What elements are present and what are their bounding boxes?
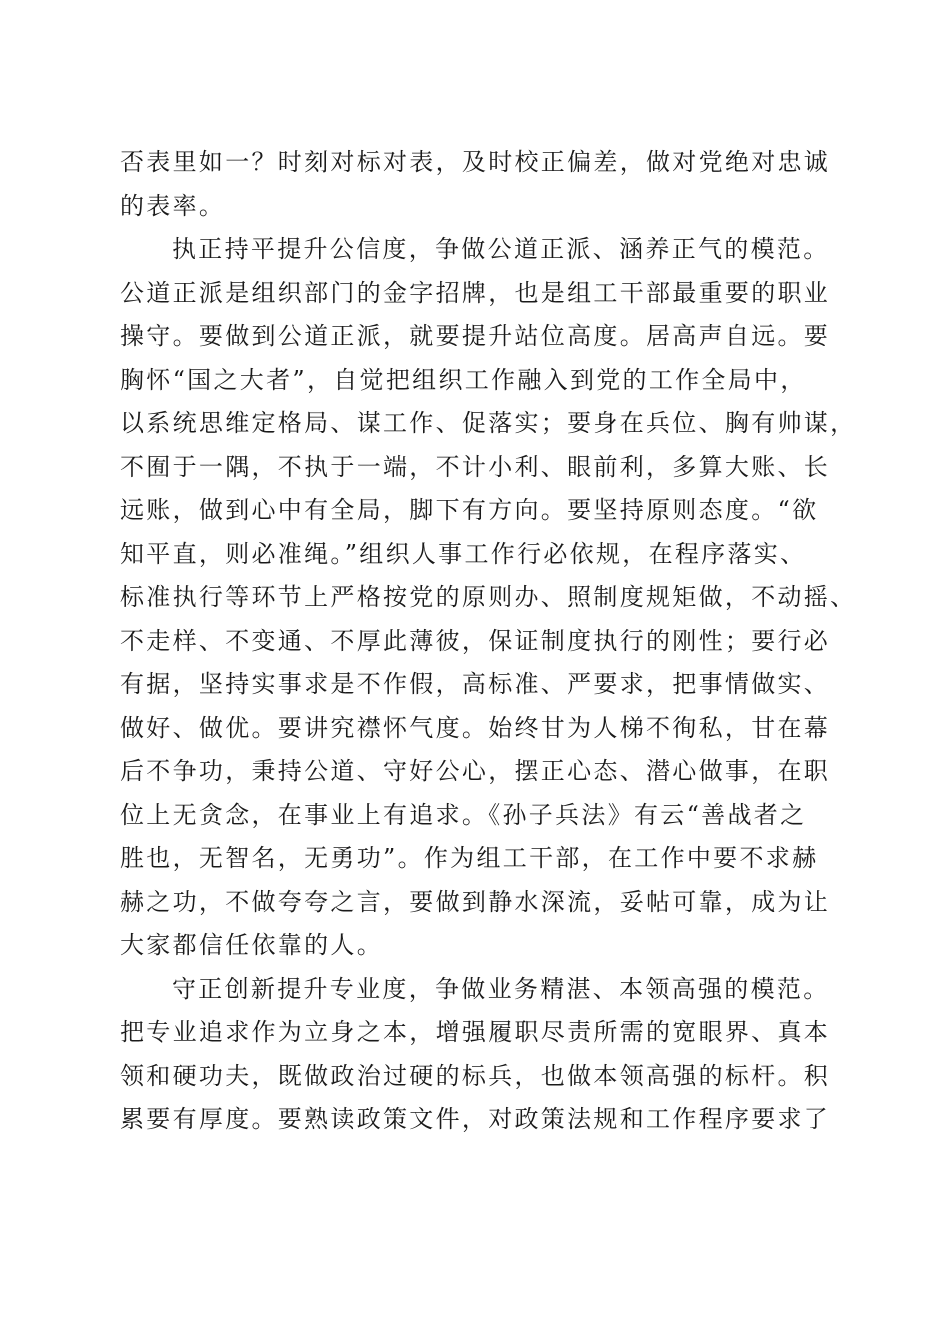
text-line: 不走样、不变通、不厚此薄彼，保证制度执行的刚性；要行必: [120, 626, 831, 655]
body-text: [120, 141, 857, 1142]
text-line: 公道正派是组织部门的金字招牌，也是组工干部最重要的职业: [120, 278, 831, 307]
text-line: 做好、做优。要讲究襟怀气度。始终甘为人梯不徇私，甘在幕: [120, 713, 831, 742]
text-line: 不囿于一隅，不执于一端，不计小利、眼前利，多算大账、长: [120, 452, 831, 481]
text-line: 大家都信任依靠的人。: [120, 931, 383, 959]
text-line: 有据，坚持实事求是不作假，高标准、严要求，把事情做实、: [120, 670, 831, 698]
text-line: 把专业追求作为立身之本，增强履职尽责所需的宽眼界、真本: [120, 1018, 831, 1046]
paragraph-heading-line: 守正创新提升专业度，争做业务精湛、本领高强的模范。: [172, 974, 830, 1003]
text-line: 以系统思维定格局、谋工作、促落实；要身在兵位、胸有帅谋，: [120, 409, 857, 437]
text-line: 领和硬功夫，既做政治过硬的标兵，也做本领高强的标杆。积: [120, 1061, 831, 1090]
text-line: 知平直，则必准绳。”组织人事工作行必依规，在程序落实、: [120, 539, 807, 568]
text-line: 胸怀“国之大者”，自觉把组织工作融入到党的工作全局中，: [120, 365, 807, 394]
text-line: 操守。要做到公道正派，就要提升站位高度。居高声自远。要: [120, 322, 831, 350]
text-line: 后不争功，秉持公道、守好公心，摆正心态、潜心做事，在职: [120, 757, 831, 785]
text-line: 累要有厚度。要熟读政策文件，对政策法规和工作程序要求了: [120, 1105, 831, 1133]
paragraph-heading-line: 执正持平提升公信度，争做公道正派、涵养正气的模范。: [172, 235, 830, 263]
text-line: 标准执行等环节上严格按党的原则办、照制度规矩做，不动摇、: [120, 583, 857, 611]
text-line: 远账，做到心中有全局，脚下有方向。要坚持原则态度。“欲: [120, 496, 819, 524]
text-line: 位上无贪念，在事业上有追求。《孙子兵法》有云“善战者之: [120, 800, 807, 829]
text-line: 胜也，无智名，无勇功”。作为组工干部，在工作中要不求赫: [120, 844, 819, 872]
text-line: 的表率。: [120, 191, 226, 220]
text-line: 否表里如一？时刻对标对表，及时校正偏差，做对党绝对忠诚: [120, 148, 831, 176]
text-line: 赫之功，不做夸夸之言，要做到静水深流，妥帖可靠，成为让: [120, 887, 831, 916]
